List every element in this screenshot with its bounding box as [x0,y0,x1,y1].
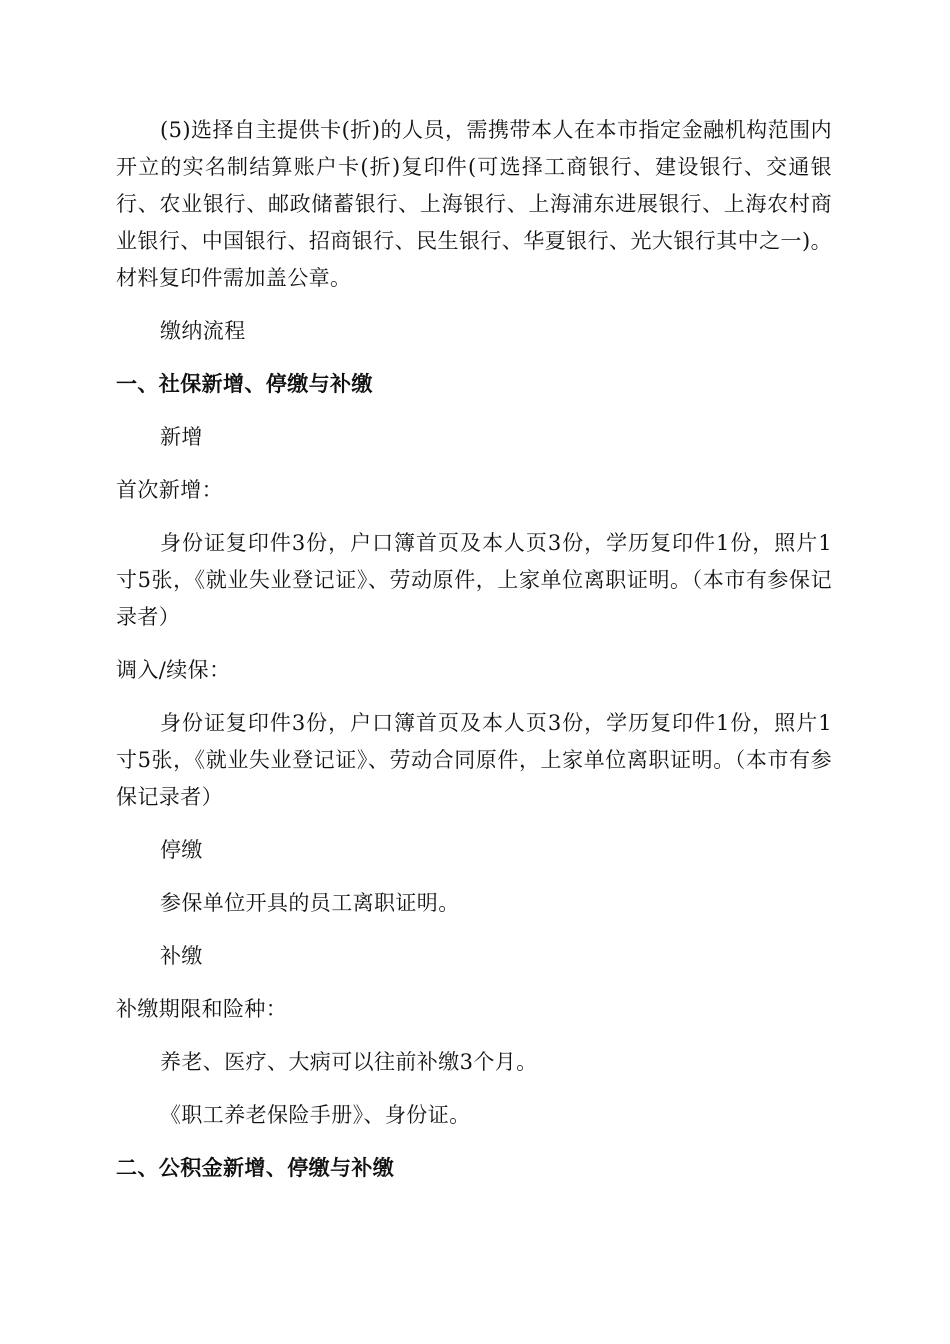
paragraph-stop: 参保单位开具的员工离职证明。 [160,891,460,915]
paragraph-bank-card: (5)选择自主提供卡(折)的人员，需携带本人在本市指定金融机构范围内开立的实名制结算账户卡(折)复印件(可选择工商银行、建设银行、交通银行、农业银行、邮政储蓄银行、上海银行、上海浦东进展银行、上海农村商业银行、中国银行、招商银行、民生银行、华夏银行、光大银行其中之一)。材料复印件需加盖公章。 [116,118,832,290]
label-stop: 停缴 [160,838,203,862]
label-payment-process: 缴纳流程 [160,319,246,343]
paragraph-backpay-term: 养老、医疗、大病可以往前补缴3个月。 [160,1050,538,1074]
label-first-new: 首次新增： [116,478,223,502]
label-backpay-term: 补缴期限和险种： [116,997,288,1021]
paragraph-first-new: 身份证复印件3份，户口簿首页及本人页3份，学历复印件1份，照片1寸5张，《就业失业登记证》、劳动原件，上家单位离职证明。（本市有参保记录者） [116,531,832,629]
label-backpay: 补缴 [160,944,203,968]
document-page [116,112,832,1203]
heading-housing-fund: 二、公积金新增、停缴与补缴 [116,1156,395,1180]
label-new: 新增 [160,425,203,449]
label-transfer: 调入/续保： [116,658,231,682]
heading-social-security: 一、社保新增、停缴与补缴 [116,372,373,396]
paragraph-transfer: 身份证复印件3份，户口簿首页及本人页3份，学历复印件1份，照片1寸5张，《就业失业登记证》、劳动合同原件，上家单位离职证明。（本市有参保记录者） [116,711,832,809]
paragraph-backpay-docs: 《职工养老保险手册》、身份证。 [160,1103,471,1127]
